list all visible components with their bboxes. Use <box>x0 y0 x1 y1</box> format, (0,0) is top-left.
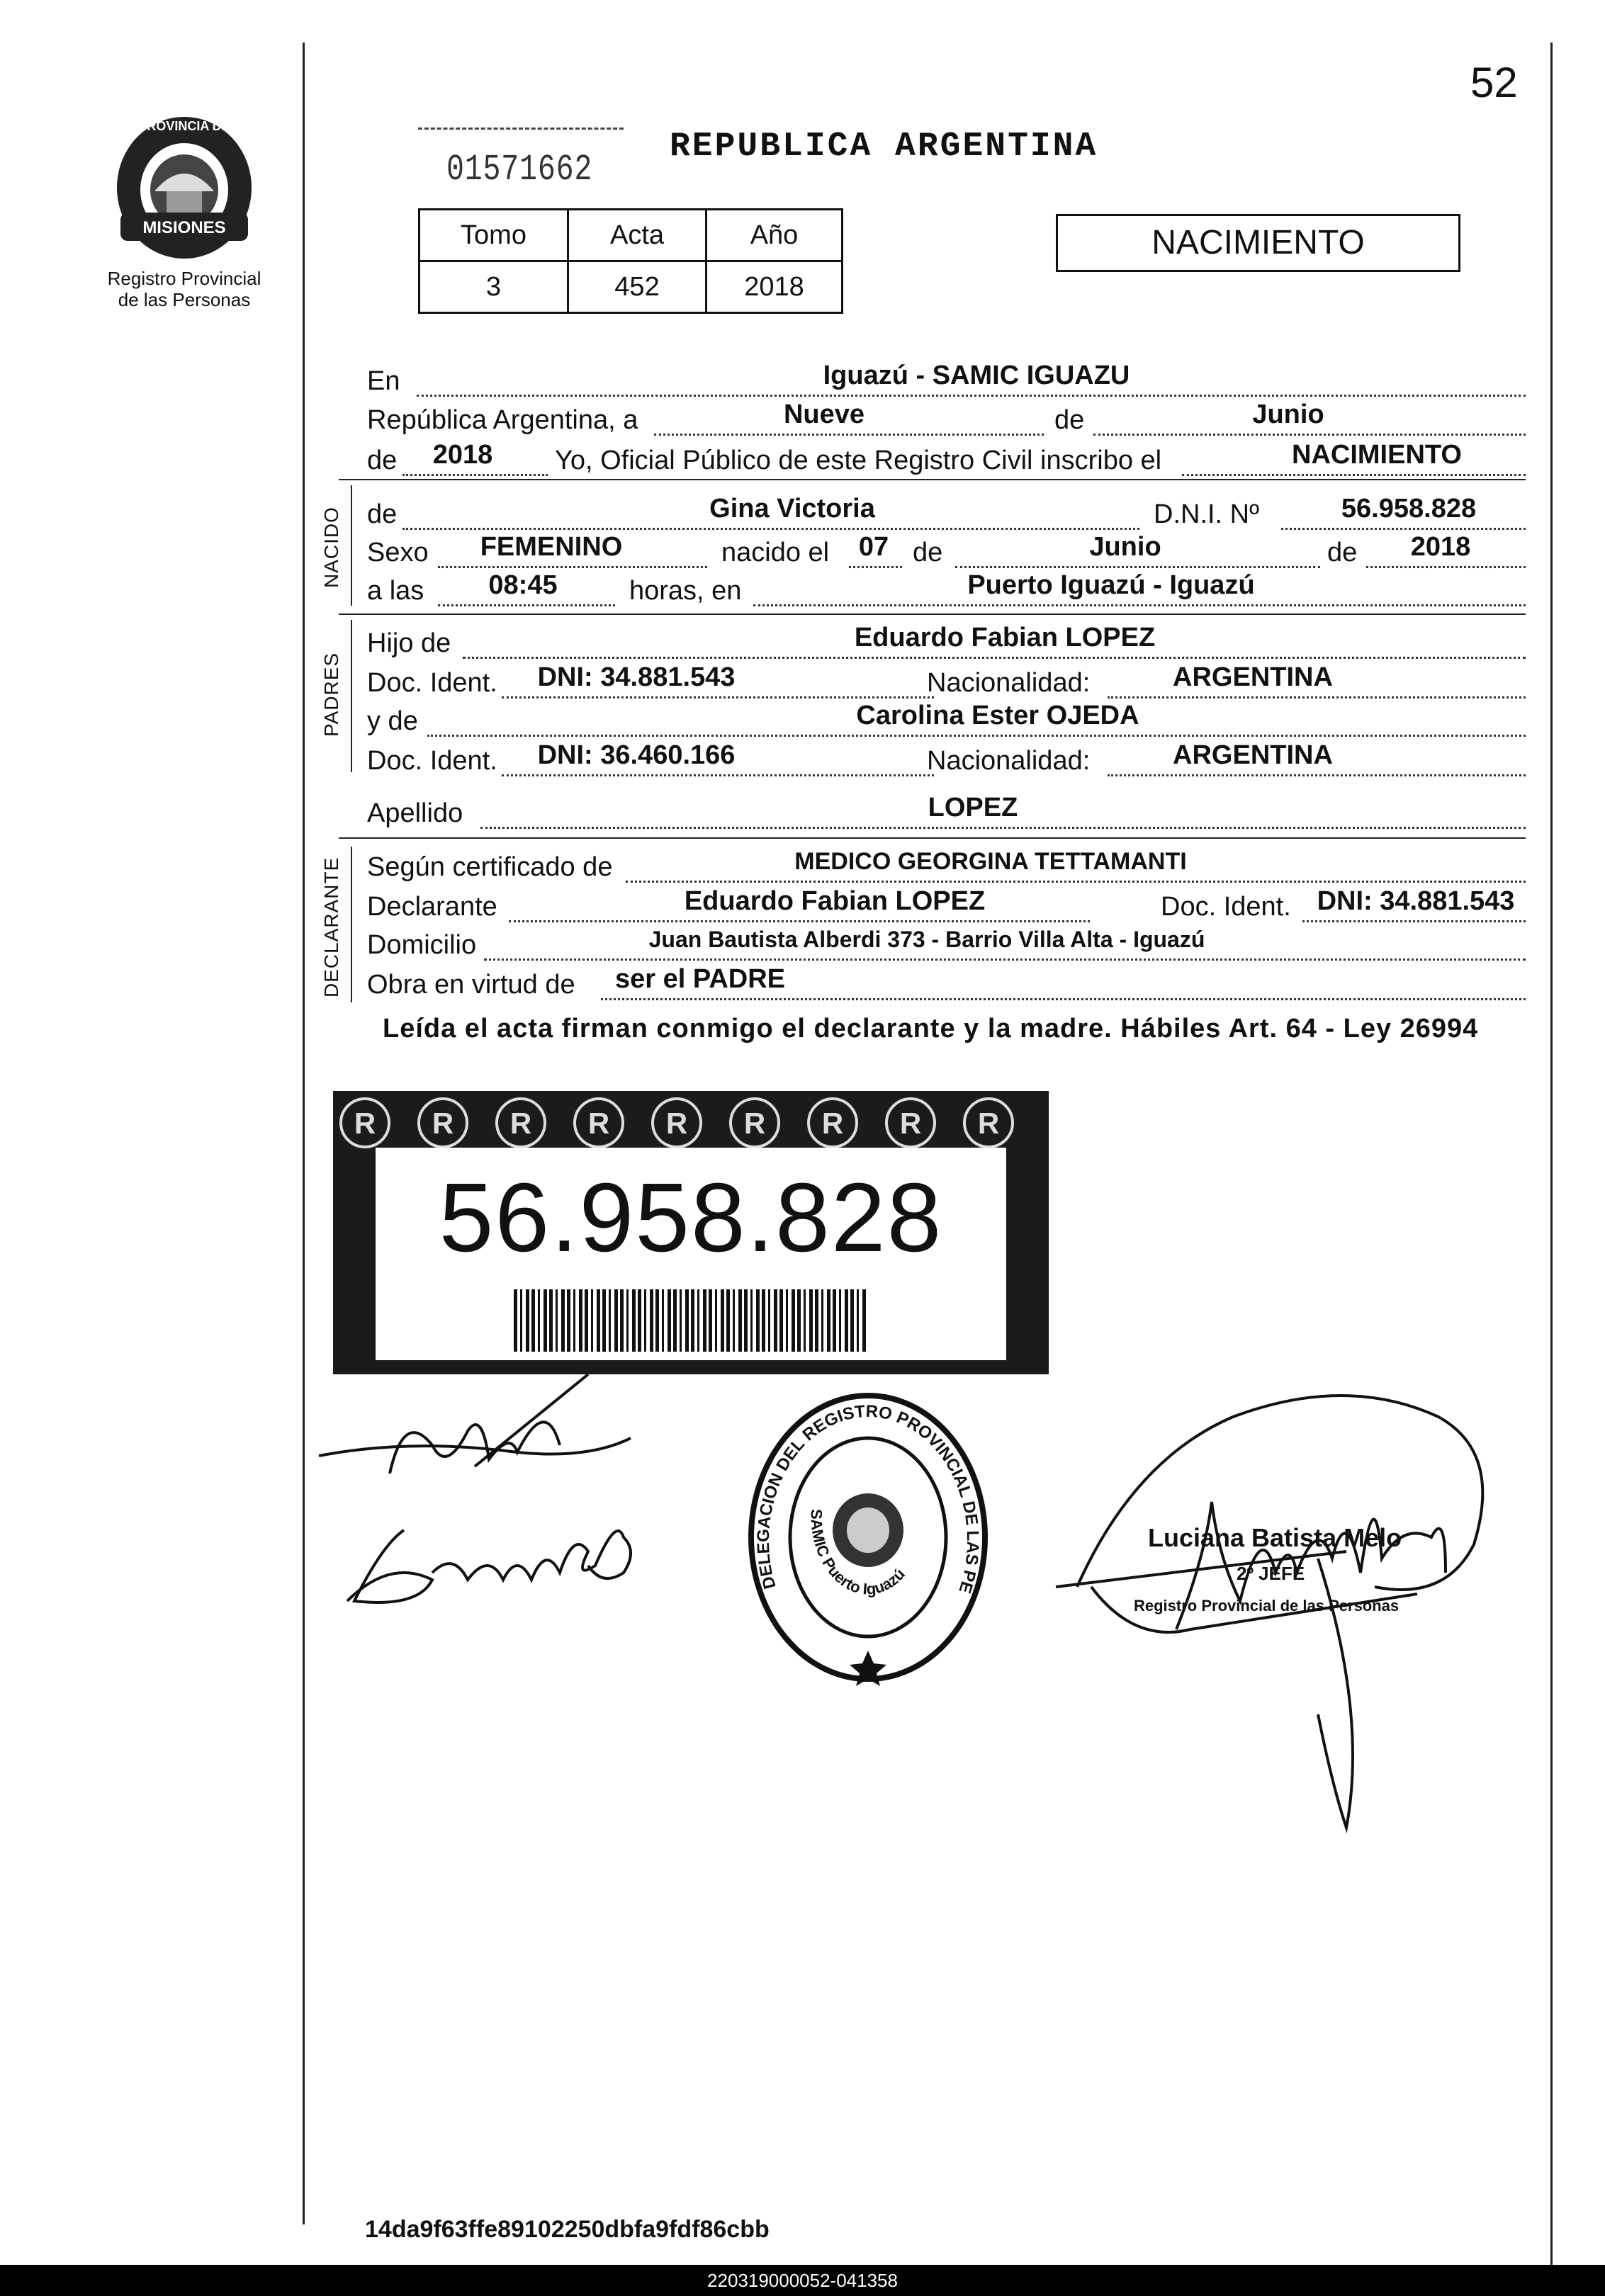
father-doc-value: DNI: 34.881.543 <box>537 662 736 692</box>
row-year <box>367 441 1526 480</box>
mother-nat-label: Nacionalidad: <box>927 746 1091 776</box>
row-address <box>367 925 1526 965</box>
section-label-nacido: NACIDO <box>320 507 342 588</box>
declarant-doc-label: Doc. Ident. <box>1161 892 1291 922</box>
born-year-value: 2018 <box>1410 532 1471 562</box>
place-value: Iguazú - SAMIC IGUAZU <box>823 361 1130 390</box>
document-hash: 14da9f63ffe89102250dbfa9fdf86cbb <box>365 2216 770 2243</box>
padres-bracket <box>351 620 352 772</box>
sticker-pattern-letter: R <box>743 1107 766 1140</box>
record-value-ano: 2018 <box>706 261 843 313</box>
month-value: Junio <box>1252 400 1324 429</box>
record-table <box>418 208 843 314</box>
born-de2-label: de <box>1327 538 1358 567</box>
sticker-pattern <box>333 1091 1049 1155</box>
day-value: Nueve <box>783 400 865 429</box>
section-label-declarante: DECLARANTE <box>320 856 342 997</box>
year-de-label: de <box>367 446 398 475</box>
year-value: 2018 <box>432 440 493 470</box>
sex-label: Sexo <box>367 538 429 567</box>
sex-value: FEMENINO <box>480 532 623 562</box>
child-name-value: Gina Victoria <box>709 494 875 524</box>
born-de1-label: de <box>913 538 943 567</box>
row-surname <box>367 793 1526 833</box>
right-margin-line <box>1550 43 1553 2267</box>
declarant-label: Declarante <box>367 892 497 922</box>
certificate-value: MEDICO GEORGINA TETTAMANTI <box>794 848 1187 875</box>
declarant-signature <box>305 1367 801 1686</box>
record-header-tomo: Tomo <box>419 210 568 261</box>
father-name-value: Eduardo Fabian LOPEZ <box>854 623 1156 652</box>
sticker-pattern-letter: R <box>977 1107 1000 1140</box>
row-date <box>367 400 1526 440</box>
sticker-inner <box>376 1148 1006 1360</box>
sticker-pattern-letter: R <box>509 1107 532 1140</box>
closing-text: Leída el acta firman conmigo el declarante y la madre. Hábiles Art. 64 - Ley 26994 <box>383 1014 1479 1044</box>
mother-name-value: Carolina Ester OJEDA <box>856 701 1139 730</box>
row-capacity <box>367 965 1526 1005</box>
father-doc-label: Doc. Ident. <box>367 668 497 698</box>
divider-declarante-top <box>339 837 1526 839</box>
section-label-padres: PADRES <box>320 652 342 737</box>
record-header-ano: Año <box>706 210 843 261</box>
year-mid-label: Yo, Oficial Público de este Registro Civil inscribo el <box>555 446 1162 475</box>
surname-value: LOPEZ <box>928 793 1018 822</box>
certificate-label: Según certificado de <box>367 852 613 882</box>
mother-nat-value: ARGENTINA <box>1173 740 1333 770</box>
born-month-value: Junio <box>1089 532 1161 562</box>
address-value: Juan Bautista Alberdi 373 - Barrio Villa Alta - Iguazú <box>648 927 1205 952</box>
official-org: Registro Provincial de las Personas <box>1134 1597 1400 1614</box>
divider-padres-top <box>339 613 1526 615</box>
address-label: Domicilio <box>367 930 477 960</box>
capacity-value: ser el PADRE <box>614 964 786 994</box>
left-margin-line <box>303 43 305 2224</box>
declarante-bracket <box>351 847 352 1002</box>
sticker-pattern-letter: R <box>821 1107 844 1140</box>
nacido-bracket <box>351 485 352 606</box>
capacity-label: Obra en virtud de <box>367 970 575 1000</box>
record-value-acta: 452 <box>568 261 706 313</box>
serial-number: 01571662 <box>446 149 593 191</box>
sticker-pattern-letter: R <box>354 1107 376 1140</box>
born-label: nacido el <box>721 538 830 567</box>
sticker-dni-number: 56.958.828 <box>439 1163 943 1272</box>
mother-doc-value: DNI: 36.460.166 <box>537 740 736 770</box>
child-dni-value: 56.958.828 <box>1341 494 1477 524</box>
sticker-barcode <box>514 1289 868 1352</box>
official-name: Luciana Batista Melo <box>1148 1523 1402 1552</box>
record-header-acta: Acta <box>568 210 706 261</box>
date-de-label: de <box>1054 405 1085 435</box>
crest-top-text: PROVINCIA DE <box>138 119 230 133</box>
place-label: En <box>367 366 400 396</box>
official-role: 2º JEFE <box>1237 1563 1305 1584</box>
dni-sticker <box>333 1091 1049 1374</box>
issuer-name-line1: Registro Provincial <box>107 268 261 289</box>
time-value: 08:45 <box>488 570 558 600</box>
mother-label: y de <box>367 706 418 736</box>
mother-doc-label: Doc. Ident. <box>367 746 497 776</box>
declarant-value: Eduardo Fabian LOPEZ <box>684 886 986 916</box>
divider-nacido-top <box>339 479 1526 480</box>
sticker-pattern-letter: R <box>587 1107 610 1140</box>
crest-bottom-text: MISIONES <box>142 218 226 237</box>
issuer-name-line2: de las Personas <box>118 289 251 310</box>
document-type-box: NACIMIENTO <box>1056 214 1460 272</box>
father-nat-value: ARGENTINA <box>1173 662 1333 692</box>
sticker-pattern-letter: R <box>432 1107 454 1140</box>
born-day-value: 07 <box>858 532 889 562</box>
document-title: REPUBLICA ARGENTINA <box>670 128 1098 166</box>
serial-box-line <box>418 128 624 130</box>
official-seal <box>744 1389 992 1686</box>
date-prefix-label: República Argentina, a <box>367 405 638 435</box>
seal-inner-text: SAMIC Puerto Iguazú <box>807 1508 909 1598</box>
page-number: 52 <box>1470 59 1518 106</box>
row-time <box>367 571 1526 611</box>
row-mother-doc <box>367 741 1526 781</box>
footer-code: 220319000052-041358 <box>0 2265 1605 2296</box>
event-value: NACIMIENTO <box>1292 440 1462 470</box>
sticker-pattern-letter: R <box>899 1107 922 1140</box>
name-label: de <box>367 499 398 529</box>
seal-ring-text: DELEGACION DEL REGISTRO PROVINCIAL DE LAS PE <box>753 1401 983 1596</box>
father-nat-label: Nacionalidad: <box>927 668 1091 698</box>
father-label: Hijo de <box>367 628 451 658</box>
record-value-tomo: 3 <box>419 261 568 313</box>
time-label: a las <box>367 576 424 606</box>
declarant-doc-value: DNI: 34.881.543 <box>1317 886 1515 916</box>
birthplace-value: Puerto Iguazú - Iguazú <box>967 570 1255 600</box>
province-crest-icon <box>99 106 269 262</box>
sticker-pattern-letter: R <box>665 1107 688 1140</box>
surname-label: Apellido <box>367 798 463 828</box>
time-mid-label: horas, en <box>629 576 742 606</box>
dni-label: D.N.I. Nº <box>1154 499 1259 529</box>
